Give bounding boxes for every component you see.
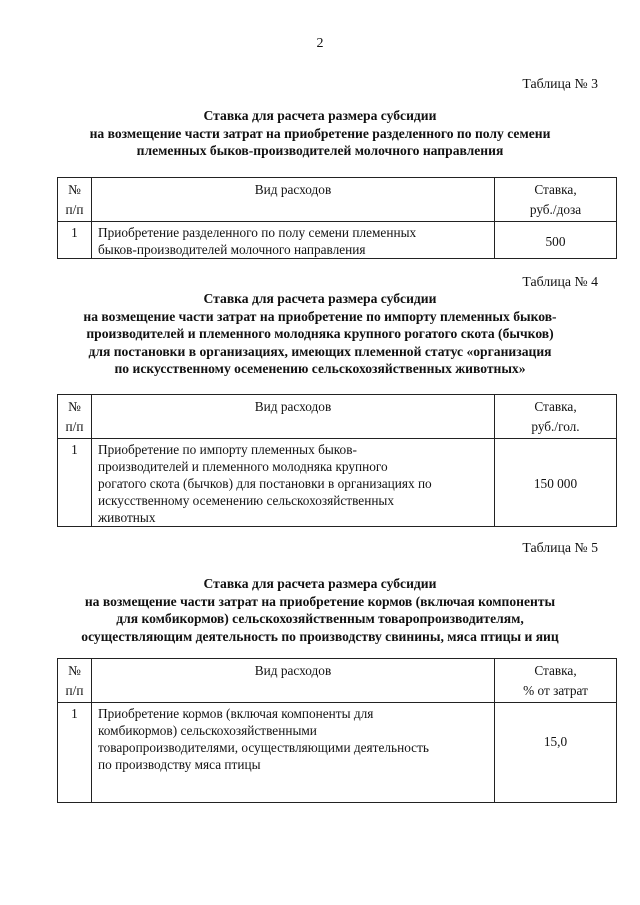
title-line: для постановки в организациях, имеющих племенной статус «организация [88,343,552,359]
rate-table-3 [57,177,617,259]
table-3-title [40,107,600,160]
header-expense: Вид расходов [92,178,495,222]
row-rate: 150 000 [495,439,617,527]
title-line: осуществляющим деятельность по производству свинины, мяса птицы и яиц [81,628,559,644]
table-header-row [58,659,617,703]
title-line: Ставка для расчета размера субсидии [203,576,437,591]
row-rate: 500 [495,222,617,259]
header-num: № п/п [58,659,92,703]
title-line: Ставка для расчета размера субсидии [203,108,437,123]
title-line: на возмещение части затрат на приобретение разделенного по полу семени [89,125,551,141]
table-3-label: Таблица № 3 [522,76,598,91]
header-rate: Ставка, % от затрат [495,659,617,703]
table-row [58,703,617,803]
table-row [58,222,617,259]
title-line: на возмещение части затрат на приобретение по импорту племенных быков- [83,308,557,324]
row-expense: Приобретение разделенного по полу семени племенных быков-производителей молочного направления [92,222,495,259]
header-num: № п/п [58,178,92,222]
table-header-row [58,395,617,439]
header-num: № п/п [58,395,92,439]
rate-table-4 [57,394,617,527]
table-4-title [40,290,600,378]
row-expense: Приобретение кормов (включая компоненты для комбикормов) сельскохозяйственными товаропроизводителями, осуществляющими деятельность по производству мяса птицы [92,703,495,803]
header-rate: Ставка, руб./доза [495,178,617,222]
title-line: для комбикормов) сельскохозяйственным товаропроизводителям, [116,611,524,626]
row-num: 1 [58,439,92,527]
header-expense: Вид расходов [92,395,495,439]
row-num: 1 [58,703,92,803]
row-rate: 15,0 [495,703,617,803]
page-number: 2 [316,36,324,51]
rate-table-5 [57,658,617,803]
title-line: по искусственному осеменению сельскохозяйственных животных» [114,361,526,376]
row-num: 1 [58,222,92,259]
title-line: на возмещение части затрат на приобретение кормов (включая компоненты [84,593,556,609]
table-row [58,439,617,527]
header-rate: Ставка, руб./гол. [495,395,617,439]
header-expense: Вид расходов [92,659,495,703]
row-expense: Приобретение по импорту племенных быков- производителей и племенного молодняка крупного рогатого скота (бычков) для постановки в организациях по искусственному осеменению сельскохозяйственных животных [92,439,495,527]
table-5-title [40,575,600,645]
title-line: производителей и племенного молодняка крупного рогатого скота (бычков) [86,326,554,341]
table-4-label: Таблица № 4 [522,274,598,289]
title-line: Ставка для расчета размера субсидии [203,291,437,306]
table-5-label: Таблица № 5 [522,540,598,555]
title-line: племенных быков-производителей молочного направления [136,143,504,158]
table-header-row [58,178,617,222]
